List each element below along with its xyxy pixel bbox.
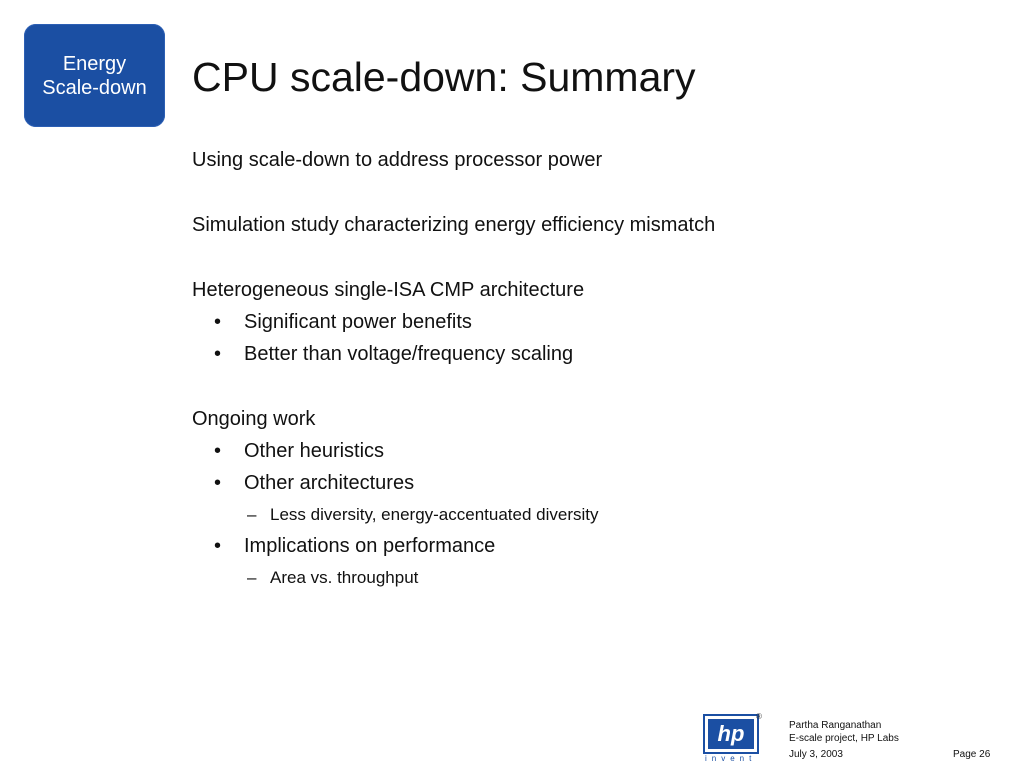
bullet-marker: • <box>214 343 222 365</box>
slide-content <box>192 144 972 593</box>
bullet-text: Other architectures <box>244 472 415 494</box>
sub-marker: – <box>247 568 257 587</box>
footer-author: Partha Ranganathan <box>789 720 882 731</box>
bullet-marker: • <box>214 472 222 494</box>
bullet-text: Other heuristics <box>244 440 385 462</box>
footer-date: July 3, 2003 <box>789 749 843 760</box>
bullet-text: Significant power benefits <box>244 311 472 333</box>
footer-project: E-scale project, HP Labs <box>789 733 899 744</box>
hp-logo-box <box>703 714 759 754</box>
slide-title: CPU scale-down: Summary <box>192 54 696 100</box>
bullet-marker: • <box>214 535 222 557</box>
point-simulation-study: Simulation study characterizing energy efficiency mismatch <box>192 214 716 236</box>
point-heterogeneous-cmp: Heterogeneous single-ISA CMP architecture <box>192 279 585 301</box>
bullet-other-architectures <box>192 467 972 499</box>
point-scale-down: Using scale-down to address processor power <box>192 149 603 171</box>
bullet-marker: • <box>214 311 222 333</box>
section-badge <box>24 24 165 127</box>
badge-line-1: Energy <box>62 52 127 75</box>
bullet-marker: • <box>214 440 222 462</box>
bullet-better-than-dvfs <box>192 338 972 370</box>
bullet-text: Better than voltage/frequency scaling <box>244 343 574 365</box>
hp-invent-tagline: invent <box>705 754 757 763</box>
subbullet-less-diversity <box>192 499 972 530</box>
subbullet-area-throughput <box>192 562 972 593</box>
hp-logo-mark: hp <box>708 719 754 749</box>
point-ongoing-work: Ongoing work <box>192 408 316 430</box>
bullet-implications-performance <box>192 530 972 562</box>
page-number: Page 26 <box>953 749 991 760</box>
bullet-power-benefits <box>192 306 972 338</box>
registered-mark: ® <box>756 712 762 721</box>
bullet-other-heuristics <box>192 435 972 467</box>
hp-logo <box>703 714 761 768</box>
badge-line-2: Scale-down <box>42 76 147 99</box>
sub-text: Area vs. throughput <box>270 568 419 587</box>
sub-text: Less diversity, energy-accentuated diversity <box>270 505 599 524</box>
bullet-text: Implications on performance <box>244 535 496 557</box>
footer-credits <box>789 719 899 745</box>
sub-marker: – <box>247 505 257 524</box>
